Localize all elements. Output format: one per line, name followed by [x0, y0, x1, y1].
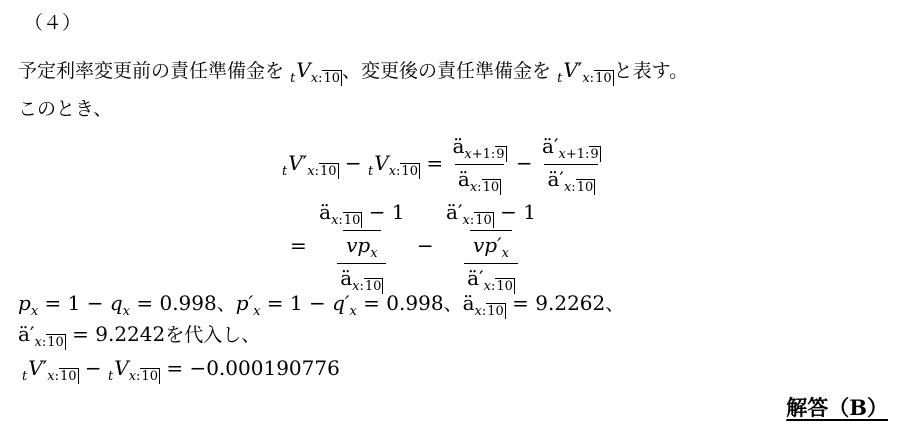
compound-fraction-1: $\frac{\frac{ä_{x:10} - 1}{vp_x}}{ä_{x:10}}$ — [319, 200, 405, 294]
equation-line-1: $_tV'_{x:10} - _tV_{x:10}$ = $\frac{ä_{x+1:9}}{ä_{x:10}}$ − $\frac{ä'_{x+1:9}}{ä'_{x:10}}$ — [282, 134, 604, 195]
problem-number: （４） — [24, 12, 82, 34]
intro-text-2: 、変更後の責任準備金を — [342, 60, 552, 82]
answer-label: 解答（B） — [786, 395, 888, 420]
equation-line-2: = $\frac{\frac{ä_{x:10} - 1}{vp_x}}{ä_{x:10}}$ − $\frac{\frac{ä'_{x:10} - 1}{vp'_x}}{ä'_{x:10}}$ — [290, 200, 542, 294]
fraction-a-due-prime-ratio: $\frac{ä'_{x+1:9}}{ä'_{x:10}}$ — [542, 134, 599, 195]
intro-text-3: と表す。 — [613, 60, 689, 82]
a-due-prime-value: 9.2242 — [95, 322, 166, 346]
reserve-after-symbol: $_tV'_{x:10}$ — [557, 58, 612, 86]
px-value: 0.998 — [159, 291, 217, 315]
intro-line — [18, 56, 688, 86]
compound-fraction-2: $\frac{\frac{ä'_{x:10} - 1}{vp'_x}}{ä'_{x:10}}$ — [446, 200, 536, 294]
substitute-text: を代入し、 — [165, 324, 261, 346]
px-prime-value: 0.998 — [386, 291, 444, 315]
fraction-a-due-ratio: $\frac{ä_{x+1:9}}{ä_{x:10}}$ — [452, 134, 505, 195]
reserve-difference-lhs: $_tV'_{x:10} - _tV_{x:10}$ = — [282, 151, 450, 179]
reserve-before-symbol: $_tV_{x:10}$ — [290, 58, 341, 86]
a-due-value: 9.2262 — [535, 291, 606, 315]
intro-text-1: 予定利率変更前の責任準備金を — [18, 60, 285, 82]
substitution-line-1: $p_x = 1 - q_x = 0.998$、$p'_x = 1 - q'_x = 0.998$、$ä_{x:10} = 9.2262$、 — [18, 291, 625, 319]
result-line: $_tV'_{x:10} - _tV_{x:10} = -0.000190776$ — [22, 356, 340, 384]
substitution-line-2: $ä'_{x:10} = 9.2242$を代入し、 — [18, 322, 261, 350]
konotoki-text: このとき、 — [18, 98, 113, 120]
result-value: −0.000190776 — [189, 356, 340, 380]
